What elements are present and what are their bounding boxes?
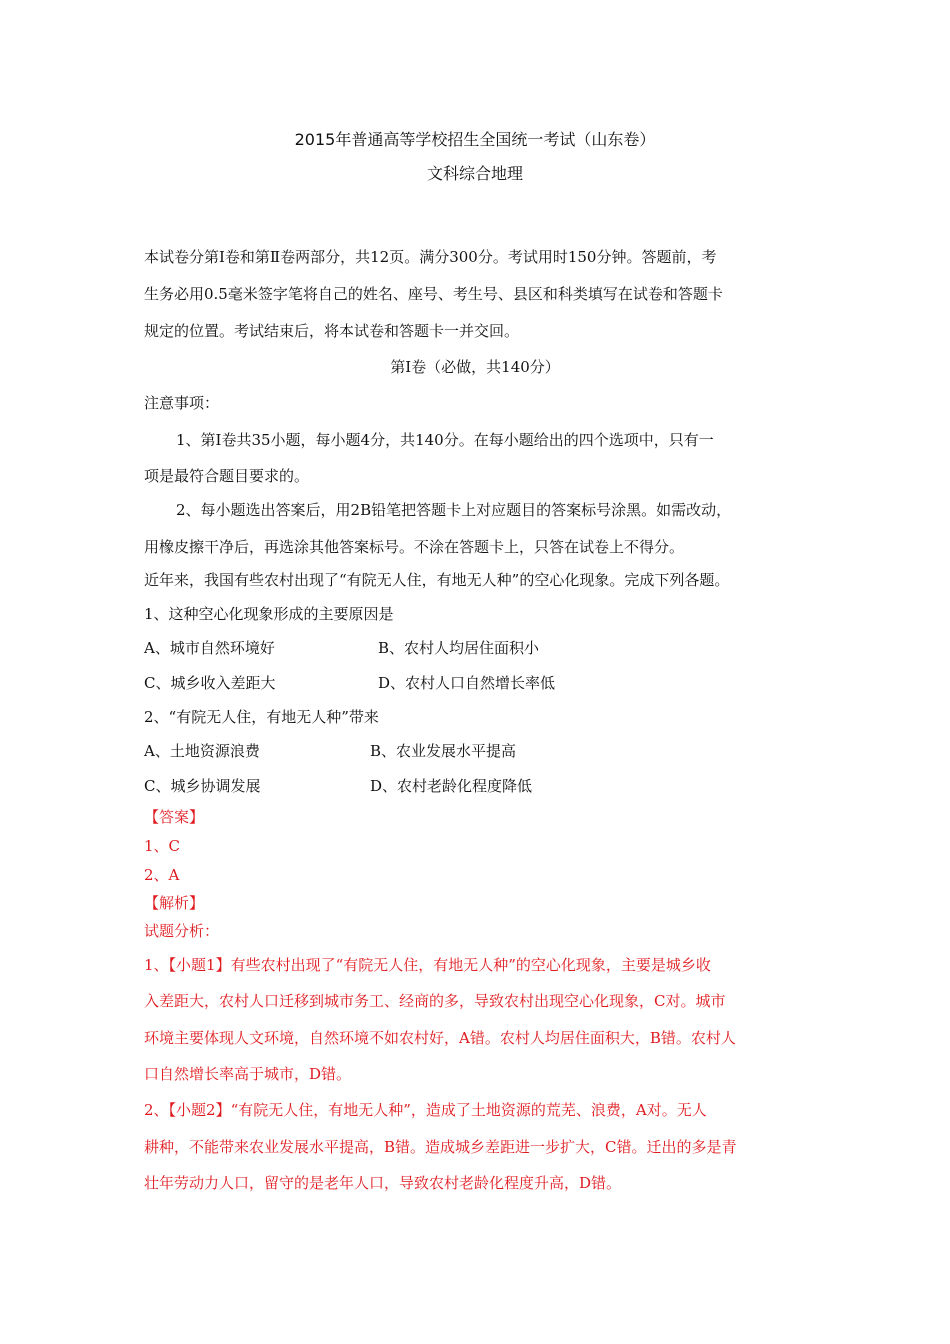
question-1-option-a: A、城市自然环境好 [144, 639, 275, 657]
analysis-sub-label: 试题分析： [144, 922, 220, 940]
intro-line: 规定的位置。考试结束后，将本试卷和答题卡一并交回。 [144, 322, 520, 340]
question-2-option-d: D、农村老龄化程度降低 [370, 777, 533, 795]
analysis-label: 【解析】 [144, 894, 205, 912]
notes-label: 注意事项： [144, 394, 220, 412]
exam-subtitle: 文科综合地理 [426, 164, 523, 183]
note-2-line-2: 用橡皮擦干净后，再选涂其他答案标号。不涂在答题卡上，只答在试卷上不得分。 [144, 538, 685, 556]
intro-line: 本试卷分第Ⅰ卷和第Ⅱ卷两部分，共12页。满分300分。考试用时150分钟。答题前，考 [144, 248, 717, 266]
note-2-line-1: 2、每小题选出答案后，用2B铅笔把答题卡上对应题目的答案标号涂黑。如需改动， [176, 501, 732, 519]
question-2-option-b: B、农业发展水平提高 [370, 742, 517, 760]
question-1-option-c: C、城乡收入差距大 [144, 674, 276, 692]
analysis-paragraph-2-line: 壮年劳动力人口，留守的是老年人口，导致农村老龄化程度升高，D错。 [144, 1174, 622, 1192]
passage: 近年来，我国有些农村出现了“有院无人住，有地无人种”的空心化现象。完成下列各题。 [144, 571, 730, 589]
question-1-option-b: B、农村人均居住面积小 [378, 639, 540, 657]
exam-title: 2015年普通高等学校招生全国统一考试（山东卷） [294, 130, 656, 149]
question-2-option-a: A、土地资源浪费 [144, 742, 260, 760]
analysis-paragraph-1-line: 入差距大，农村人口迁移到城市务工、经商的多，导致农村出现空心化现象，C对。城市 [144, 992, 726, 1010]
analysis-paragraph-2-line: 耕种，不能带来农业发展水平提高，B错。造成城乡差距进一步扩大，C错。迁出的多是青 [144, 1138, 737, 1156]
analysis-paragraph-1-line: 口自然增长率高于城市，D错。 [144, 1065, 352, 1083]
analysis-paragraph-1-line: 1、【小题1】有些农村出现了“有院无人住，有地无人种”的空心化现象，主要是城乡收 [144, 956, 711, 974]
question-1-stem: 1、这种空心化现象形成的主要原因是 [144, 605, 394, 623]
intro-line: 生务必用0.5毫米签字笔将自己的姓名、座号、考生号、县区和科类填写在试卷和答题卡 [144, 285, 723, 303]
analysis-paragraph-1-line: 环境主要体现人文环境，自然环境不如农村好，A错。农村人均居住面积大，B错。农村人 [144, 1029, 736, 1047]
answer-item: 2、A [144, 866, 180, 884]
note-1-line-1: 1、第Ⅰ卷共35小题，每小题4分，共140分。在每小题给出的四个选项中，只有一 [176, 431, 714, 449]
note-1-line-2: 项是最符合题目要求的。 [144, 467, 310, 485]
question-2-option-c: C、城乡协调发展 [144, 777, 261, 795]
question-2-stem: 2、“有院无人住，有地无人种”带来 [144, 708, 379, 726]
answer-label: 【答案】 [144, 808, 205, 826]
answer-item: 1、C [144, 837, 181, 855]
analysis-paragraph-2-line: 2、【小题2】“有院无人住，有地无人种”，造成了土地资源的荒芜、浪费，A对。无人 [144, 1101, 707, 1119]
question-1-option-d: D、农村人口自然增长率低 [378, 674, 556, 692]
section-heading: 第Ⅰ卷（必做，共140分） [390, 358, 560, 376]
